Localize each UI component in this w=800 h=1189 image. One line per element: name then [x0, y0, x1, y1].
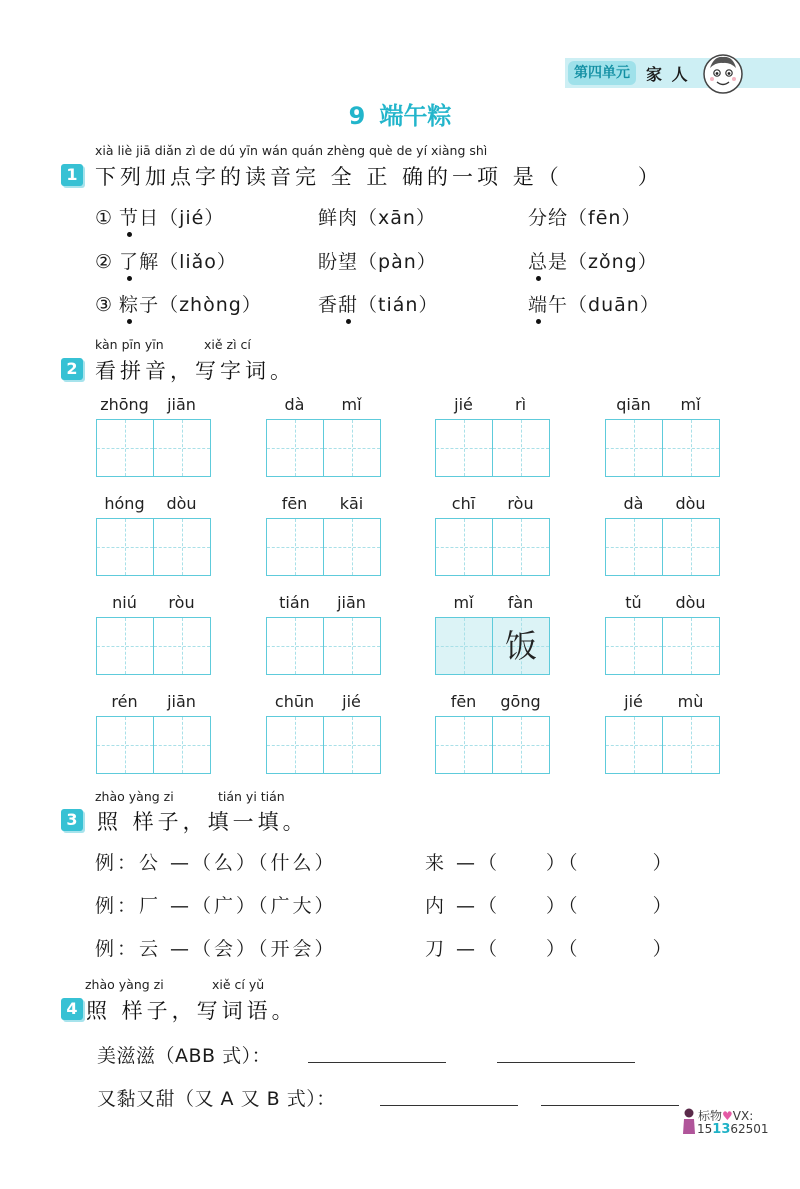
q3-pinyin-b: tián yi tián — [218, 789, 285, 804]
heart-icon: ♥ — [722, 1109, 733, 1123]
example-line: 例：厂 —（广）（广大） — [95, 895, 337, 917]
task-prefix: 来 —（ — [425, 852, 501, 874]
grid-pinyin: dà — [284, 395, 305, 414]
option-char-wrap — [338, 290, 358, 317]
tianzige-box — [266, 716, 324, 774]
task-suffix: ） — [652, 895, 675, 917]
emphasis-dot — [536, 276, 541, 281]
option-char: 香 — [318, 294, 339, 316]
option-marker: ① — [95, 207, 114, 229]
grid-guide-vertical — [295, 519, 296, 575]
q4-pinyin-a: zhào yàng zi — [85, 977, 164, 992]
option-reading: （zhòng） — [159, 294, 262, 316]
example-line: 例：公 —（么）（什么） — [95, 852, 337, 874]
task-mid: ）（ — [546, 852, 581, 874]
tianzige-box — [324, 617, 381, 675]
tianzige-box — [435, 518, 493, 576]
grid-guide-vertical — [634, 420, 635, 476]
grid-pinyin: niú — [112, 593, 137, 612]
tianzige-box — [663, 716, 720, 774]
grid-pinyin: jié — [624, 692, 643, 711]
tianzige-box — [605, 617, 663, 675]
grid-guide-vertical — [182, 519, 183, 575]
option-reading: （fēn） — [568, 207, 642, 229]
grid-guide-vertical — [521, 717, 522, 773]
option-char: 给 — [548, 207, 569, 229]
option-char-wrap — [119, 203, 139, 230]
tianzige-pair — [96, 419, 211, 477]
tianzige-box — [493, 617, 550, 675]
q4-prompt: 照 样子，写词语。 — [86, 999, 297, 1023]
tianzige-box — [96, 617, 154, 675]
q1-pinyin: xià liè jiā diǎn zì de dú yīn wán quán zhèng què de yí xiàng shì — [95, 143, 488, 158]
grid-pinyin: fēn — [450, 692, 477, 711]
watermark-number-b: 62501 — [730, 1122, 769, 1136]
option-reading: （pàn） — [358, 251, 437, 273]
tianzige-box — [663, 617, 720, 675]
option-char-wrap — [139, 247, 159, 274]
grid-guide-vertical — [691, 519, 692, 575]
grid-guide-vertical — [352, 618, 353, 674]
q3-prompt: 照 样子，填一填。 — [97, 810, 308, 834]
tianzige-box — [154, 716, 211, 774]
option-marker: ③ — [95, 294, 114, 316]
answer-option — [95, 247, 237, 274]
option-char-wrap — [338, 247, 358, 274]
answer-underline — [497, 1062, 635, 1063]
question-number-badge: 2 — [61, 358, 83, 380]
tianzige-box — [96, 716, 154, 774]
tianzige-box — [435, 617, 493, 675]
tianzige-box — [154, 419, 211, 477]
option-char-wrap — [528, 203, 548, 230]
watermark-contact: VX: — [732, 1109, 754, 1123]
option-char: 日 — [139, 207, 160, 229]
option-char: 鲜 — [318, 207, 339, 229]
grid-guide-vertical — [182, 717, 183, 773]
answer-option — [528, 203, 641, 230]
grid-guide-vertical — [691, 420, 692, 476]
task-mid: ）（ — [546, 938, 581, 960]
grid-guide-vertical — [295, 618, 296, 674]
tianzige-pair — [605, 716, 720, 774]
option-char-wrap — [548, 290, 568, 317]
emphasis-dot — [127, 232, 132, 237]
question-number-badge: 1 — [61, 164, 83, 186]
grid-guide-vertical — [125, 717, 126, 773]
grid-pinyin: dòu — [675, 494, 706, 513]
grid-guide-vertical — [464, 420, 465, 476]
grid-guide-vertical — [691, 717, 692, 773]
q4-pinyin-b: xiě cí yǔ — [212, 977, 265, 992]
emphasis-dot — [536, 319, 541, 324]
answer-option — [318, 247, 437, 274]
grid-pinyin: ròu — [168, 593, 195, 612]
grid-guide-vertical — [464, 519, 465, 575]
option-reading: （jié） — [159, 207, 225, 229]
option-char: 望 — [338, 251, 359, 273]
grid-guide-vertical — [521, 519, 522, 575]
tianzige-box — [605, 518, 663, 576]
q2-pinyin-b: xiě zì cí — [204, 337, 251, 352]
q4-row-label: 美滋滋（ABB 式）： — [97, 1045, 272, 1067]
answer-option — [528, 290, 660, 317]
option-char: 肉 — [338, 207, 359, 229]
task-line — [425, 891, 675, 918]
option-marker: ② — [95, 251, 114, 273]
grid-guide-vertical — [634, 519, 635, 575]
grid-guide-vertical — [182, 618, 183, 674]
grid-pinyin: jiān — [167, 692, 196, 711]
grid-pinyin: rén — [111, 692, 138, 711]
tianzige-box — [324, 518, 381, 576]
option-char-wrap — [528, 247, 548, 274]
grid-pinyin: chī — [451, 494, 476, 513]
grid-pinyin: qiān — [616, 395, 651, 414]
grid-guide-vertical — [634, 717, 635, 773]
tianzige-box — [493, 518, 550, 576]
option-char-wrap — [548, 203, 568, 230]
option-char: 分 — [528, 207, 549, 229]
grid-pinyin: gōng — [500, 692, 541, 711]
dotted-char: 粽 — [119, 294, 140, 316]
tianzige-pair — [266, 518, 381, 576]
q2-pinyin-a: kàn pīn yīn — [95, 337, 164, 352]
tianzige-box — [324, 716, 381, 774]
tianzige-box — [266, 518, 324, 576]
dotted-char: 端 — [528, 294, 549, 316]
girl-figure-icon — [682, 1107, 696, 1135]
option-char-wrap — [548, 247, 568, 274]
grid-pinyin: kāi — [339, 494, 364, 513]
watermark-name: 标物 — [698, 1109, 723, 1123]
tianzige-pair — [435, 518, 550, 576]
grid-pinyin: zhōng — [100, 395, 149, 414]
example-answer-char: 饭 — [504, 627, 537, 665]
tianzige-box — [266, 419, 324, 477]
grid-pinyin: mǐ — [341, 395, 362, 414]
answer-option — [528, 247, 658, 274]
option-char: 盼 — [318, 251, 339, 273]
watermark-number-a: 15 — [697, 1122, 713, 1136]
option-char-wrap — [528, 290, 548, 317]
q4-row-label: 又黏又甜（又 A 又 B 式）： — [97, 1088, 336, 1110]
tianzige-pair — [266, 617, 381, 675]
tianzige-box — [605, 716, 663, 774]
tianzige-box — [266, 617, 324, 675]
option-reading: （duān） — [568, 294, 660, 316]
tianzige-box — [435, 419, 493, 477]
grid-guide-vertical — [125, 519, 126, 575]
grid-guide-vertical — [125, 618, 126, 674]
tianzige-pair — [266, 716, 381, 774]
grid-guide-vertical — [295, 420, 296, 476]
tianzige-box — [96, 518, 154, 576]
option-char-wrap — [139, 203, 159, 230]
grid-pinyin: jiān — [167, 395, 196, 414]
option-char-wrap — [338, 203, 358, 230]
tianzige-pair — [96, 716, 211, 774]
q1-prompt: 下列加点字的读音完 全 正 确的一项 是（ ） — [95, 165, 663, 189]
grid-guide-vertical — [182, 420, 183, 476]
tianzige-pair — [266, 419, 381, 477]
option-reading: （tián） — [358, 294, 439, 316]
tianzige-pair — [605, 617, 720, 675]
tianzige-box — [493, 419, 550, 477]
question-number-badge: 3 — [61, 809, 83, 831]
answer-option — [95, 203, 224, 230]
grid-guide-vertical — [125, 420, 126, 476]
task-prefix: 刀 —（ — [425, 938, 501, 960]
emphasis-dot — [127, 276, 132, 281]
tianzige-box — [96, 419, 154, 477]
answer-option — [318, 290, 438, 317]
unit-title: 家 人 — [646, 65, 690, 84]
task-mid: ）（ — [546, 895, 581, 917]
answer-option — [95, 290, 262, 317]
option-reading: （zǒng） — [568, 251, 658, 273]
tianzige-box — [154, 617, 211, 675]
option-char: 解 — [139, 251, 160, 273]
answer-underline — [308, 1062, 446, 1063]
grid-guide-vertical — [464, 618, 465, 674]
tianzige-pair — [96, 617, 211, 675]
task-suffix: ） — [652, 852, 675, 874]
dotted-char: 了 — [119, 251, 140, 273]
grid-guide-vertical — [352, 717, 353, 773]
grid-guide-vertical — [691, 618, 692, 674]
grid-pinyin: rì — [514, 395, 527, 414]
grid-pinyin: jié — [342, 692, 361, 711]
option-char-wrap — [318, 290, 338, 317]
grid-guide-vertical — [352, 519, 353, 575]
answer-underline — [380, 1105, 518, 1106]
question-number-badge: 4 — [61, 998, 83, 1020]
option-char-wrap — [119, 247, 139, 274]
tianzige-pair — [435, 716, 550, 774]
grid-pinyin: ròu — [507, 494, 534, 513]
emphasis-dot — [346, 319, 351, 324]
q2-prompt: 看拼音，写字词。 — [95, 359, 295, 383]
lesson-name: 端午粽 — [379, 102, 452, 130]
grid-pinyin: mǐ — [680, 395, 701, 414]
option-char-wrap — [318, 203, 338, 230]
grid-pinyin: dòu — [675, 593, 706, 612]
grid-guide-vertical — [352, 420, 353, 476]
option-reading: （liǎo） — [159, 251, 237, 273]
tianzige-box — [435, 716, 493, 774]
task-line — [425, 848, 675, 875]
grid-pinyin: tián — [279, 593, 310, 612]
option-reading: （xān） — [358, 207, 436, 229]
boy-face-icon — [700, 50, 746, 96]
tianzige-box — [493, 716, 550, 774]
tianzige-pair — [96, 518, 211, 576]
emphasis-dot — [127, 319, 132, 324]
tianzige-pair — [605, 518, 720, 576]
grid-pinyin: mù — [677, 692, 704, 711]
grid-pinyin: dòu — [166, 494, 197, 513]
grid-guide-vertical — [521, 420, 522, 476]
grid-pinyin: fàn — [507, 593, 534, 612]
option-char: 午 — [548, 294, 569, 316]
tianzige-pair — [435, 617, 550, 675]
task-prefix: 内 —（ — [425, 895, 501, 917]
page-number: 13 — [712, 1122, 731, 1137]
option-char-wrap — [139, 290, 159, 317]
watermark-number — [697, 1122, 769, 1137]
lesson-number: 9 — [348, 102, 366, 130]
grid-guide-vertical — [464, 717, 465, 773]
lesson-title — [0, 96, 800, 131]
task-line — [425, 934, 675, 961]
q3-pinyin-a: zhào yàng zi — [95, 789, 174, 804]
option-char: 子 — [139, 294, 160, 316]
dotted-char: 总 — [528, 251, 549, 273]
unit-label: 第四单元 — [568, 61, 636, 85]
tianzige-box — [154, 518, 211, 576]
answer-option — [318, 203, 436, 230]
task-suffix: ） — [652, 938, 675, 960]
grid-pinyin: jié — [454, 395, 473, 414]
tianzige-box — [663, 518, 720, 576]
grid-pinyin: jiān — [337, 593, 366, 612]
grid-pinyin: dà — [623, 494, 644, 513]
grid-guide-vertical — [295, 717, 296, 773]
example-line: 例：云 —（会）（开会） — [95, 938, 337, 960]
grid-pinyin: tǔ — [625, 593, 642, 612]
dotted-char: 节 — [119, 207, 140, 229]
grid-pinyin: hóng — [104, 494, 145, 513]
tianzige-pair — [435, 419, 550, 477]
grid-pinyin: chūn — [274, 692, 315, 711]
dotted-char: 甜 — [338, 294, 359, 316]
grid-pinyin: fēn — [281, 494, 308, 513]
tianzige-box — [324, 419, 381, 477]
option-char: 是 — [548, 251, 569, 273]
option-char-wrap — [318, 247, 338, 274]
grid-pinyin: mǐ — [453, 593, 474, 612]
answer-underline — [541, 1105, 679, 1106]
grid-guide-vertical — [634, 618, 635, 674]
tianzige-box — [605, 419, 663, 477]
tianzige-pair — [605, 419, 720, 477]
tianzige-box — [663, 419, 720, 477]
option-char-wrap — [119, 290, 139, 317]
